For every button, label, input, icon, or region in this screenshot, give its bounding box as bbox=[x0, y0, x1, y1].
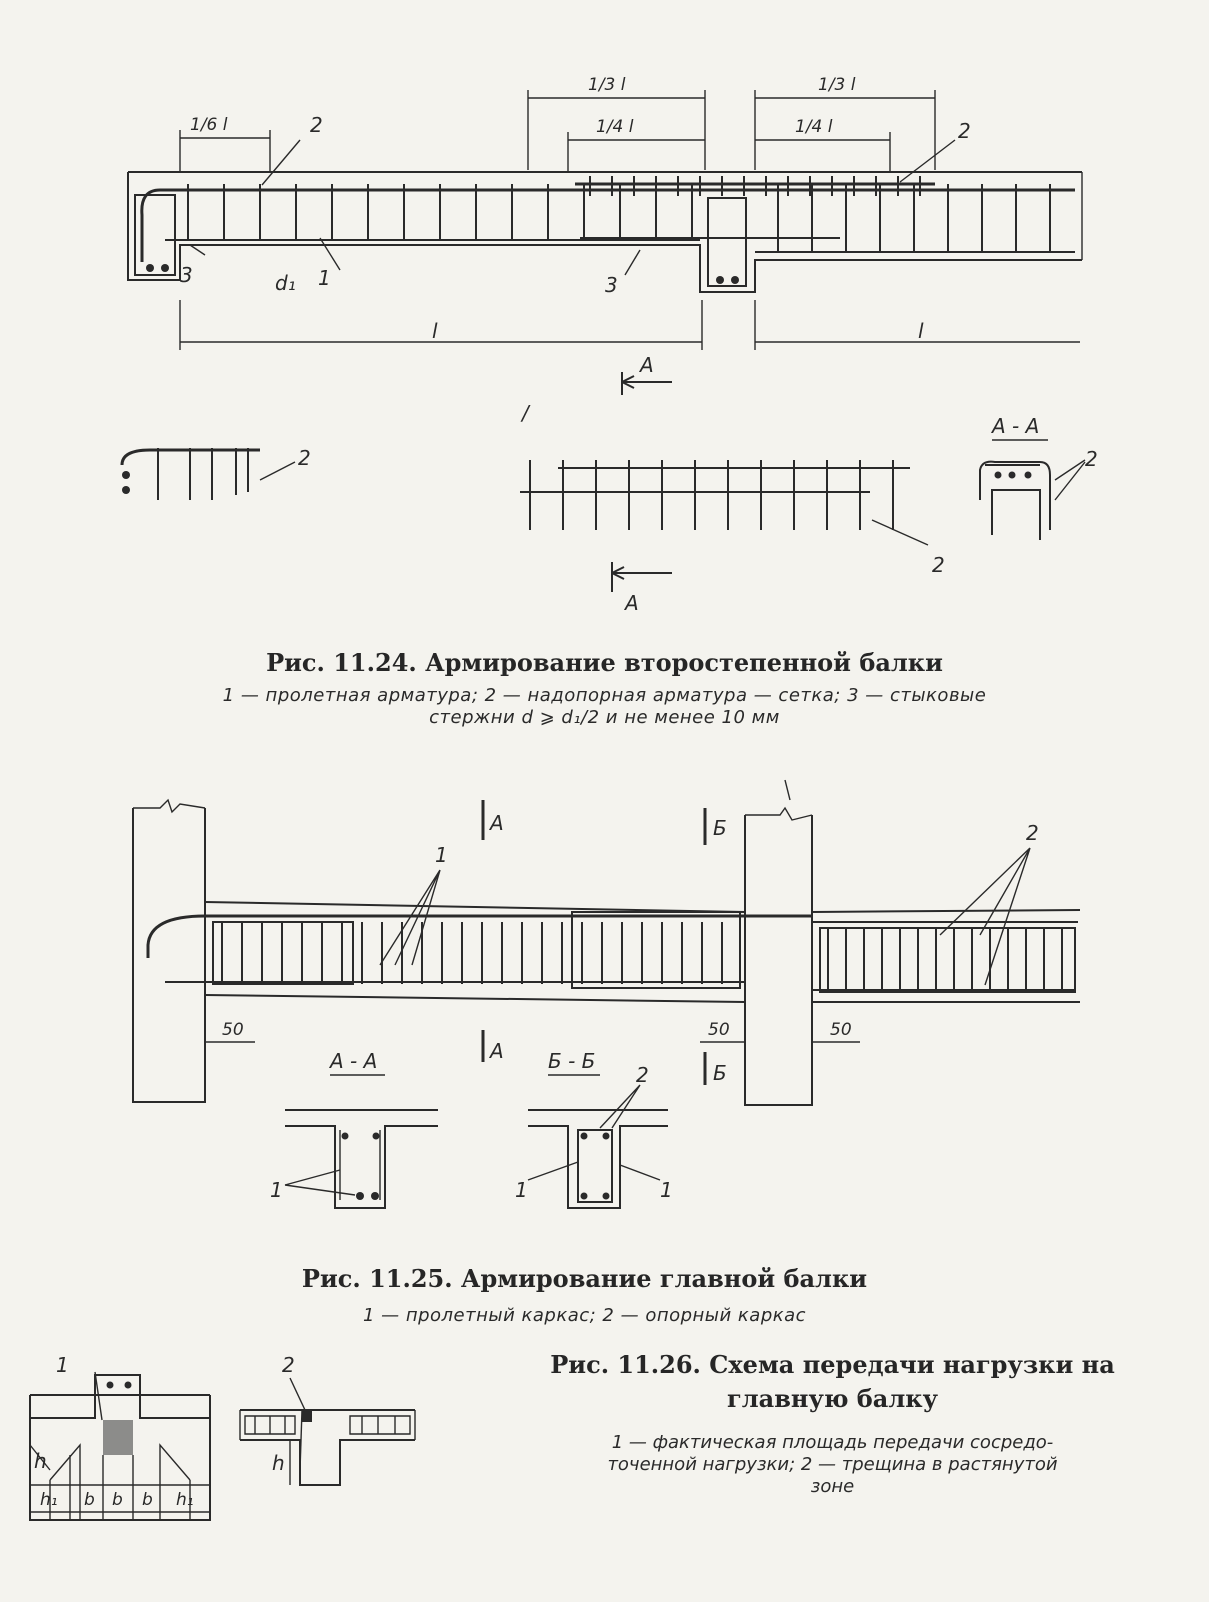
section-aa-main-title: A - A bbox=[330, 1049, 378, 1073]
load-transfer-right bbox=[240, 1378, 415, 1485]
fig3-h1-a: h₁ bbox=[40, 1490, 58, 1510]
label-1-span-cage: 1 bbox=[435, 843, 448, 867]
dim-one-third-l-b: 1/3 l bbox=[818, 75, 856, 95]
fig3-h1-b: h₁ bbox=[176, 1490, 194, 1510]
fig3-h-left: h bbox=[34, 1449, 47, 1473]
fig3-label-2: 2 bbox=[282, 1353, 295, 1377]
label-3-left: 3 bbox=[180, 263, 193, 287]
section-a-top: A bbox=[640, 353, 654, 377]
main-beam-annotations bbox=[205, 780, 1030, 1085]
fig-11-26-caption-line1: Рис. 11.26. Схема передачи нагрузки на bbox=[550, 1350, 1115, 1379]
fig3-label-1: 1 bbox=[56, 1353, 69, 1377]
fig-11-26-legend-line2: точенной нагрузки; 2 — трещина в растянутой bbox=[607, 1454, 1058, 1475]
main-beam-elevation bbox=[133, 800, 1080, 1105]
dim-one-fourth-l-a: 1/4 l bbox=[596, 117, 634, 137]
section-b-bottom-marker: Б bbox=[713, 1061, 727, 1085]
fig-11-26-legend-line1: 1 — фактическая площадь передачи сосредо- bbox=[611, 1432, 1054, 1453]
label-1: 1 bbox=[318, 266, 331, 290]
dim-one-third-l-a: 1/3 l bbox=[588, 75, 626, 95]
detail-label-2-right: 2 bbox=[1085, 447, 1098, 471]
section-bb-label-1-left: 1 bbox=[515, 1178, 528, 1202]
dim-one-fourth-l-b: 1/4 l bbox=[795, 117, 833, 137]
dim-50-left: 50 bbox=[222, 1020, 244, 1040]
section-bb-main-title: Б - Б bbox=[548, 1049, 596, 1073]
section-bb-label-1-right: 1 bbox=[660, 1178, 673, 1202]
section-aa-label-1: 1 bbox=[270, 1178, 283, 1202]
detail-label-1-mid: / bbox=[522, 401, 529, 425]
fig-11-24-legend-line1: 1 — пролетная арматура; 2 — надопорная арматура — сетка; 3 — стыковые bbox=[222, 685, 987, 706]
section-aa-detail bbox=[980, 440, 1085, 540]
section-a-top-marker: A bbox=[490, 811, 504, 835]
section-aa-main bbox=[285, 1075, 438, 1208]
section-bb-main bbox=[528, 1075, 668, 1208]
fig-11-26-legend-line3: зоне bbox=[810, 1476, 855, 1497]
fig-11-26-caption-line2: главную балку bbox=[727, 1384, 938, 1413]
fig3-b-a: b bbox=[84, 1490, 95, 1510]
dim-50-right: 50 bbox=[830, 1020, 852, 1040]
fig3-b-c: b bbox=[142, 1490, 153, 1510]
dim-50-mid: 50 bbox=[708, 1020, 730, 1040]
section-a-bottom-marker: A bbox=[490, 1039, 504, 1063]
dim-span-l-b: l bbox=[918, 319, 924, 343]
label-2-support-cage: 2 bbox=[1026, 821, 1039, 845]
label-2-left: 2 bbox=[310, 113, 323, 137]
fig-11-25-legend: 1 — пролетный каркас; 2 — опорный каркас bbox=[362, 1305, 807, 1326]
detail-label-2-left: 2 bbox=[298, 446, 311, 470]
fig-11-25-caption: Рис. 11.25. Армирование главной балки bbox=[301, 1264, 868, 1293]
mesh-detail-left bbox=[122, 448, 295, 500]
fig-11-24-caption: Рис. 11.24. Армирование второстепенной балки bbox=[266, 648, 943, 677]
fig-11-24-legend-line2: стержни d ⩾ d₁/2 и не менее 10 мм bbox=[429, 707, 780, 728]
section-aa-title: A - A bbox=[992, 414, 1040, 438]
dim-span-l-a: l bbox=[432, 319, 438, 343]
dim-one-sixth-l: 1/6 l bbox=[190, 115, 228, 135]
section-a-bottom: A bbox=[625, 591, 639, 615]
fig3-b-b: b bbox=[112, 1490, 123, 1510]
section-bb-label-2: 2 bbox=[636, 1063, 649, 1087]
detail-label-2-mid: 2 bbox=[932, 553, 945, 577]
section-b-top-marker: Б bbox=[713, 816, 727, 840]
mesh-detail-stirrups bbox=[530, 460, 893, 530]
label-d1: d₁ bbox=[275, 271, 296, 295]
mesh-detail-middle bbox=[520, 468, 928, 592]
label-3-mid: 3 bbox=[605, 273, 618, 297]
fig3-h-right: h bbox=[272, 1451, 285, 1475]
label-2-right: 2 bbox=[958, 119, 971, 143]
